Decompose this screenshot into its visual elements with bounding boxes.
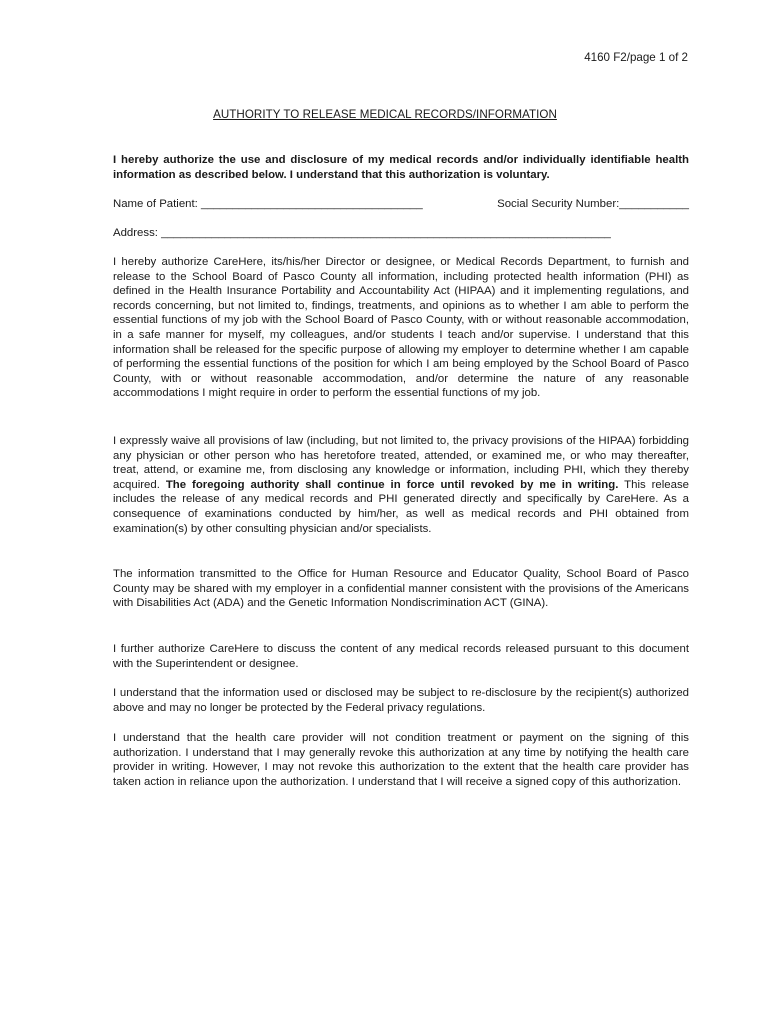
redisclosure-paragraph: I understand that the information used or disclosed may be subject to re-disclosure by the recipient(s) authorized above and may no longer be protected by the Federal privacy regulations. [113, 687, 689, 714]
revocation-paragraph: I understand that the health care provider will not condition treatment or payment on the signing of this authorization. I understand that I may generally revoke this authorization at any time by notifying the health care provider in writing. However, I may not revoke this authorization to the extent that the health care provider has taken action in reliance upon the authorization. I understand that I will receive a signed copy of this authorization. [113, 732, 689, 788]
ssn-field[interactable]: Social Security Number:___________ [497, 198, 689, 210]
waiver-bold-statement: The foregoing authority shall continue in force until revoked by me in writing. [165, 478, 619, 491]
intro-statement: I hereby authorize the use and disclosure of my medical records and/or individually identifiable health information as described below. I understand that this authorization is voluntary. [113, 154, 689, 181]
document-title: AUTHORITY TO RELEASE MEDICAL RECORDS/INFORMATION [213, 108, 557, 121]
page-number: 4160 F2/page 1 of 2 [584, 51, 688, 64]
superintendent-paragraph: I further authorize CareHere to discuss the content of any medical records released pursuant to this document with the Superintendent or designee. [113, 643, 689, 670]
address-field[interactable]: Address: _______________________________________________________________________ [113, 227, 611, 239]
patient-name-field[interactable]: Name of Patient: ___________________________________ [113, 198, 423, 210]
waiver-paragraph [113, 434, 689, 536]
waiver-text-1: I expressly waive all provisions of law (including, but not limited to, the privacy provisions of the HIPAA) forbidding any physician or other person who has heretofore treated, attended, or examined me, or who may thereafter, treat, attend, or examine me, from disclosing any knowledge or information, including PHI, which they thereby acquired. [113, 435, 689, 491]
authorization-paragraph: I hereby authorize CareHere, its/his/her Director or designee, or Medical Records Department, to furnish and release to the School Board of Pasco County all information, including protected health information (PHI) as defined in the Health Insurance Portability and Accountability Act (HIPAA) and it implementing regulations, and records concerning, but not limited to, findings, treatments, and opinions as to whether I am able to perform the essential functions of my job with the School Board of Pasco County, with or without reasonable accommodation, in a safe manner for myself, my colleagues, and/or students I teach and/or supervise. I understand that this information shall be released for the specific purpose of allowing my employer to determine whether I am capable of performing the essential functions of the position for which I am being employed by the School Board of Pasco County, with or without reasonable accommodation, and/or determine the nature of any reasonable accommodations I might require in order to perform the essential functions of my job. [113, 256, 689, 400]
information-sharing-paragraph: The information transmitted to the Office for Human Resource and Educator Quality, School Board of Pasco County may be shared with my employer in a confidential manner consistent with the provisions of the Americans with Disabilities Act (ADA) and the Genetic Information Nondiscrimination ACT (GINA). [113, 568, 689, 610]
patient-info-row [113, 197, 689, 212]
waiver-text-2: This release includes the release of any medical records and PHI generated directly and specifically by CareHere. As a consequence of examinations conducted by him/her, as well as medical records and PHI obtained from examination(s) by other consulting physician and/or specialists. [113, 478, 689, 535]
